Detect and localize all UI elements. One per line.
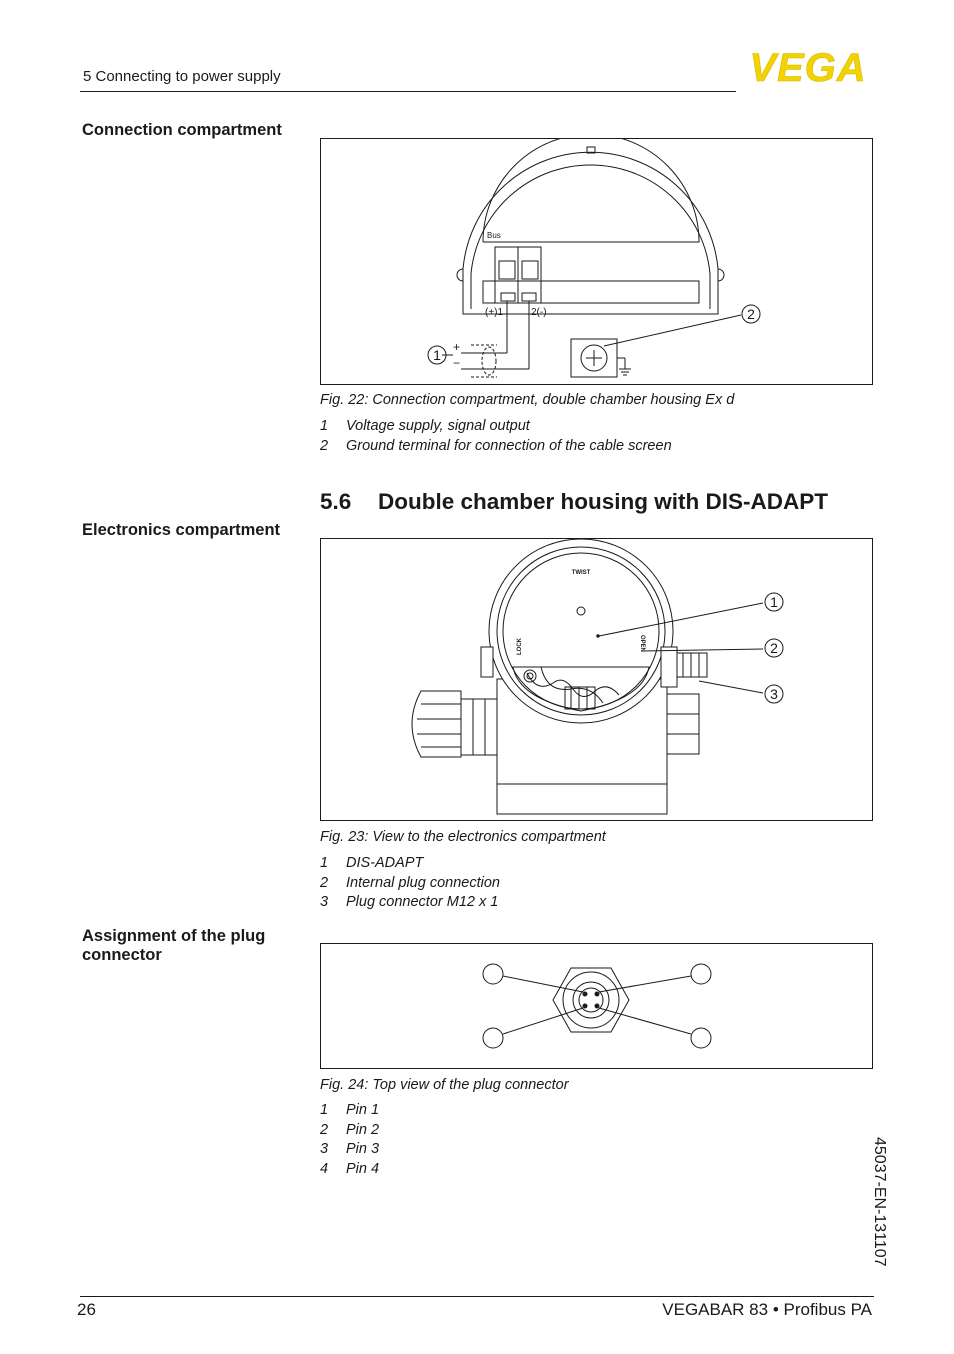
figure-connection-compartment <box>320 138 873 385</box>
twist-label: TWIST <box>571 570 591 576</box>
legend-item: 1 DIS-ADAPT <box>320 855 424 871</box>
open-label: OPEN <box>639 635 645 653</box>
section-title-text: Double chamber housing with DIS-ADAPT <box>378 489 829 514</box>
figure-plug-connector <box>320 943 873 1069</box>
callout-1: 1 <box>433 347 441 363</box>
sidehead-connection: Connection compartment <box>82 121 282 139</box>
header-rule <box>80 91 736 92</box>
sidehead-plug: Assignment of the plug connector <box>82 927 266 964</box>
legend-item: 3 Pin 3 <box>320 1141 380 1157</box>
logo-text: VEGA <box>749 50 867 84</box>
legend-item: 2 Ground terminal for connection of the cable screen <box>320 437 672 454</box>
fig22-caption: Fig. 22: Connection compartment, double chamber housing Ex d <box>320 392 735 408</box>
fig23-caption: Fig. 23: View to the electronics compartment <box>320 829 606 845</box>
fig24-legend <box>320 1101 379 1179</box>
pin-callout <box>691 964 711 984</box>
bus-label: Bus <box>487 231 501 240</box>
figure-electronics-compartment <box>320 538 873 821</box>
fig22-legend <box>320 417 672 456</box>
electronics-compartment-drawing <box>321 539 872 820</box>
footer-rule <box>80 1296 874 1297</box>
fig24-caption: Fig. 24: Top view of the plug connector <box>320 1077 569 1093</box>
pin-callout <box>483 964 503 984</box>
callout-1: 1 <box>770 594 778 610</box>
document-number: 45037-EN-131107 <box>871 1137 888 1267</box>
plug-connector-drawing <box>321 944 872 1068</box>
callout-3: 3 <box>770 686 778 702</box>
callout-2: 2 <box>770 640 778 656</box>
plus-sign: + <box>453 340 461 354</box>
lock-label: LOCK <box>517 638 523 655</box>
legend-item: 2 Pin 2 <box>320 1121 380 1138</box>
section-heading <box>320 489 828 515</box>
terminal-minus-label: 2(-) <box>531 307 547 318</box>
legend-item: 3 Plug connector M12 x 1 <box>320 894 499 910</box>
page-number: 26 <box>77 1300 96 1319</box>
section-number: 5.6 <box>320 489 352 514</box>
terminal-plus-label: (+)1 <box>485 307 504 318</box>
legend-item: 1 Voltage supply, signal output <box>320 418 530 434</box>
pin-callout <box>691 1028 711 1048</box>
sidehead-electronics: Electronics compartment <box>82 521 281 539</box>
running-header: 5 Connecting to power supply <box>83 68 281 85</box>
pin-callout <box>483 1028 503 1048</box>
product-name: VEGABAR 83 • Profibus PA <box>662 1300 872 1319</box>
legend-item: 1 Pin 1 <box>320 1102 380 1118</box>
connection-compartment-drawing <box>321 139 872 384</box>
legend-item: 4 Pin 4 <box>320 1160 380 1177</box>
vega-logo <box>742 50 874 84</box>
callout-2: 2 <box>747 306 755 322</box>
legend-item: 2 Internal plug connection <box>320 874 500 891</box>
fig23-legend <box>320 854 500 913</box>
minus-sign: − <box>453 356 461 370</box>
